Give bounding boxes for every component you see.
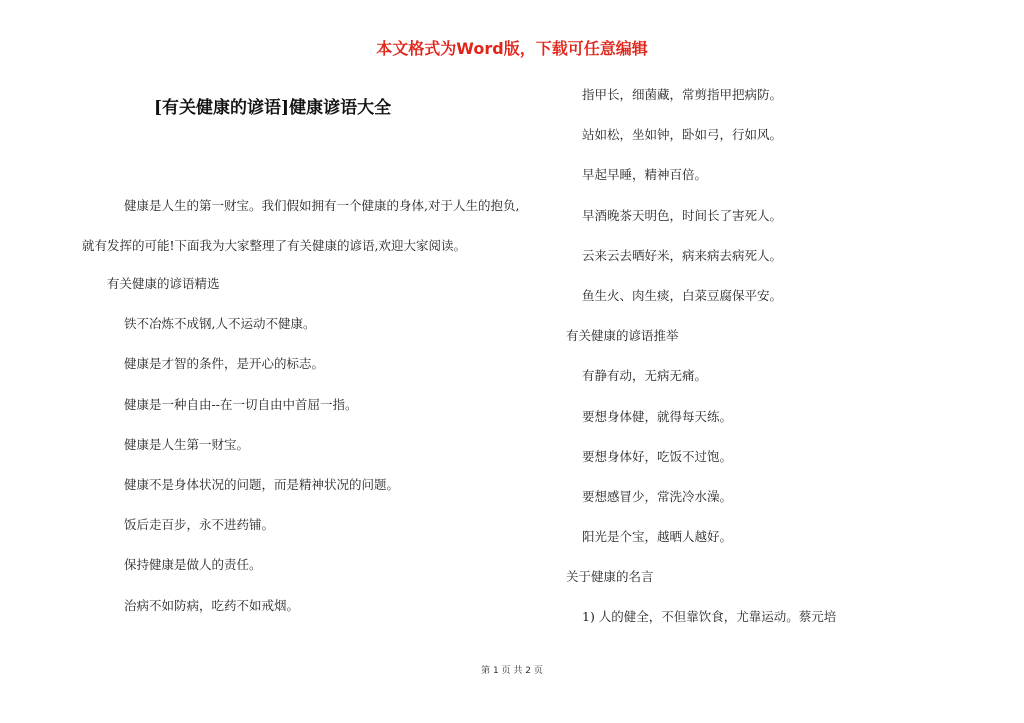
download-banner: 本文格式为Word版，下载可任意编辑 xyxy=(376,39,648,58)
page-number: 第 1 页 共 2 页 xyxy=(481,666,543,676)
intro-paragraph xyxy=(82,186,522,266)
proverb-item: 要想身体健，就得每天练。 xyxy=(582,408,733,424)
proverb-item: 健康不是身体状况的问题，而是精神状况的问题。 xyxy=(124,476,400,492)
quote-item: 1) 人的健全，不但靠饮食，尤靠运动。蔡元培 xyxy=(582,609,837,625)
document-title: [有关健康的谚语]健康谚语大全 xyxy=(154,98,392,118)
section-heading-selected: 有关健康的谚语精选 xyxy=(107,276,220,291)
proverb-item: 健康是才智的条件，是开心的标志。 xyxy=(124,356,325,372)
proverb-item: 铁不冶炼不成钢,人不运动不健康。 xyxy=(124,316,316,332)
right-column xyxy=(566,87,896,650)
proverb-item: 早起早睡，精神百倍。 xyxy=(582,167,708,183)
proverb-item: 要想身体好，吃饭不过饱。 xyxy=(582,448,733,464)
proverb-item: 早酒晚茶天明色，时间长了害死人。 xyxy=(582,207,783,223)
proverb-item: 有静有动，无病无痛。 xyxy=(582,368,708,384)
proverb-item: 保持健康是做人的责任。 xyxy=(124,557,262,573)
proverb-item: 饭后走百步，永不进药铺。 xyxy=(124,517,275,533)
left-column xyxy=(82,186,522,638)
proverb-item: 指甲长，细菌藏，常剪指甲把病防。 xyxy=(582,87,783,102)
proverb-item: 健康是人生第一财宝。 xyxy=(124,436,250,452)
proverb-item: 治病不如防病，吃药不如戒烟。 xyxy=(124,597,300,613)
proverb-item: 站如松，坐如钟，卧如弓，行如风。 xyxy=(582,127,783,143)
proverb-item: 要想感冒少，常洗冷水澡。 xyxy=(582,488,733,504)
proverb-item: 阳光是个宝，越晒人越好。 xyxy=(582,529,733,545)
proverb-item: 健康是一种自由--在一切自由中首屈一指。 xyxy=(124,396,358,412)
section-heading-quotes: 关于健康的名言 xyxy=(566,569,654,585)
proverb-item: 云来云去晒好米，病来病去病死人。 xyxy=(582,247,783,263)
proverb-item: 鱼生火、肉生痰，白菜豆腐保平安。 xyxy=(582,287,783,303)
section-heading-recommended: 有关健康的谚语推举 xyxy=(566,328,679,344)
intro-text: 健康是人生的第一财宝。我们假如拥有一个健康的身体,对于人生的抱负,就有发挥的可能!下面我为大家整理了有关健康的谚语,欢迎大家阅读。 xyxy=(82,198,520,253)
